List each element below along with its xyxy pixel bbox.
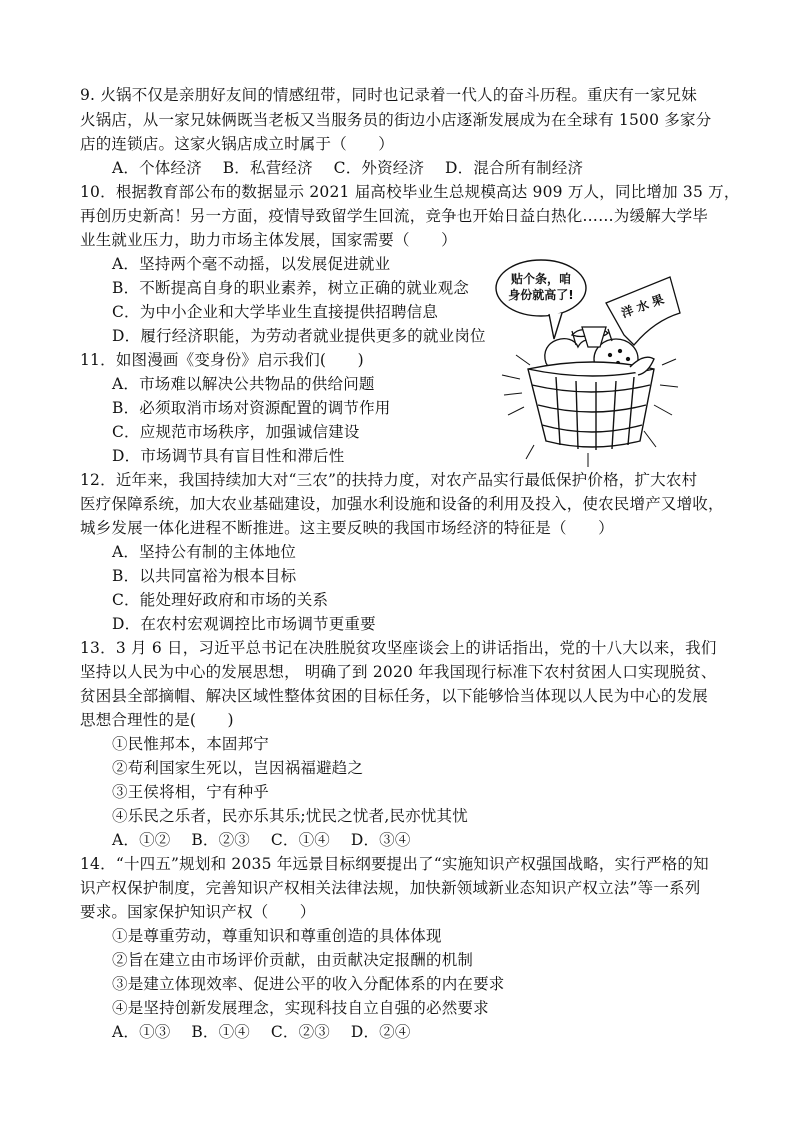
q13-statement-2: ②苟利国家生死以，岂因祸福避趋之	[112, 759, 364, 777]
q12-option-b: B．以共同富裕为根本目标	[112, 567, 297, 585]
q12-option-a: A．坚持公有制的主体地位	[112, 543, 297, 561]
q12-stem-line: 城乡发展一体化进程不断推进。这主要反映的我国市场经济的特征是（ ）	[80, 519, 614, 537]
q11-option-d: D．市场调节具有盲目性和滞后性	[112, 447, 345, 465]
q13-statement-4: ④乐民之乐者，民亦乐其乐;忧民之忧者,民亦忧其忧	[112, 807, 468, 825]
speech-bubble-tail	[549, 313, 562, 339]
q11-option-b: B．必须取消市场对资源配置的调节作用	[112, 399, 391, 417]
q9-stem-line: 店的连锁店。这家火锅店成立时属于（ ）	[80, 135, 395, 153]
q14-stem-line: 要求。国家保护知识产权（ ）	[80, 903, 316, 921]
q10-stem-line: 业生就业压力，助力市场主体发展，国家需要（ ）	[80, 231, 457, 249]
q10-option-b: B．不断提高自身的职业素养，树立正确的就业观念	[112, 279, 469, 297]
q13-stem-line: 13．3 月 6 日，习近平总书记在决胜脱贫攻坚座谈会上的讲话指出，党的十八大以来，我们	[80, 639, 717, 657]
q10-stem-line: 10．根据教育部公布的数据显示 2021 届高校毕业生总规模高达 909 万人，同比增加 35 万，	[80, 183, 740, 201]
q10-stem-line: 再创历史新高！另一方面，疫情导致留学生回流，竞争也开始日益白热化……为缓解大学毕	[80, 207, 709, 225]
q13-stem-line: 思想合理性的是( )	[80, 711, 234, 729]
q9-stem-line: 火锅店，从一家兄妹俩既当老板又当服务员的街边小店逐渐发展成为在全球有 1500 多家分	[80, 111, 712, 129]
q14-statement-2: ②旨在建立由市场评价贡献，由贡献决定报酬的机制	[112, 951, 474, 969]
q13-stem-line: 贫困县全部摘帽、解决区域性整体贫困的目标任务，以下能够恰当体现以人民为中心的发展	[80, 687, 709, 705]
q14-statement-4: ④是坚持创新发展理念，实现科技自立自强的必然要求	[112, 999, 489, 1017]
q13-statement-1: ①民惟邦本，本固邦宁	[112, 735, 270, 753]
q10-option-a: A．坚持两个毫不动摇，以发展促进就业	[112, 255, 391, 273]
q12-stem-line: 12．近年来，我国持续加大对“三农”的扶持力度，对农产品实行最低保护价格，扩大农村	[80, 471, 698, 489]
basket	[528, 357, 654, 450]
q14-stem-line: 14．“十四五”规划和 2035 年远景目标纲要提出了“实施知识产权强国战略，实行严格的知	[80, 855, 709, 873]
q13-stem-line: 坚持以人民为中心的发展思想， 明确了到 2020 年我国现行标准下农村贫困人口实现脱贫、	[80, 663, 717, 681]
q11-option-c: C．应规范市场秩序，加强诚信建设	[112, 423, 360, 441]
speech-bubble-text: 身份就高了!	[508, 288, 574, 302]
comic-fruit-basket-illustration	[494, 255, 682, 469]
q11-option-a: A．市场难以解决公共物品的供给问题	[112, 375, 375, 393]
q13-statement-3: ③王侯将相，宁有种乎	[112, 783, 270, 801]
q14-statement-3: ③是建立体现效率、促进公平的收入分配体系的内在要求	[112, 975, 505, 993]
q14-stem-line: 识产权保护制度，完善知识产权相关法律法规，加快新领域新业态知识产权立法”等一系列	[80, 879, 701, 897]
q14-choices: A．①③ B．①④ C．②③ D．②④	[112, 1023, 411, 1041]
q10-option-c: C．为中小企业和大学毕业生直接提供招聘信息	[112, 303, 439, 321]
speech-bubble-text: 贴个条，咱	[510, 272, 572, 286]
q9-stem-line: 9. 火锅不仅是亲朋好友间的情感纽带，同时也记录着一代人的奋斗历程。重庆有一家兄妹	[80, 86, 697, 104]
q14-statement-1: ①是尊重劳动，尊重知识和尊重创造的具体体现	[112, 927, 442, 945]
q9-options: A．个体经济 B．私营经济 C．外资经济 D．混合所有制经济	[112, 159, 584, 177]
label-text: 洋 水 果	[619, 292, 666, 321]
q12-stem-line: 医疗保障系统，加大农业基础建设，加强水利设施和设备的利用及投入，使农民增产又增收，	[80, 495, 724, 513]
q12-option-c: C．能处理好政府和市场的关系	[112, 591, 329, 609]
q11-stem-line: 11．如图漫画《变身份》启示我们( )	[80, 351, 364, 369]
q13-choices: A．①② B．②③ C．①④ D．③④	[112, 831, 411, 849]
q12-option-d: D．在农村宏观调控比市场调节更重要	[112, 615, 376, 633]
q10-option-d: D．履行经济职能，为劳动者就业提供更多的就业岗位	[112, 327, 486, 345]
